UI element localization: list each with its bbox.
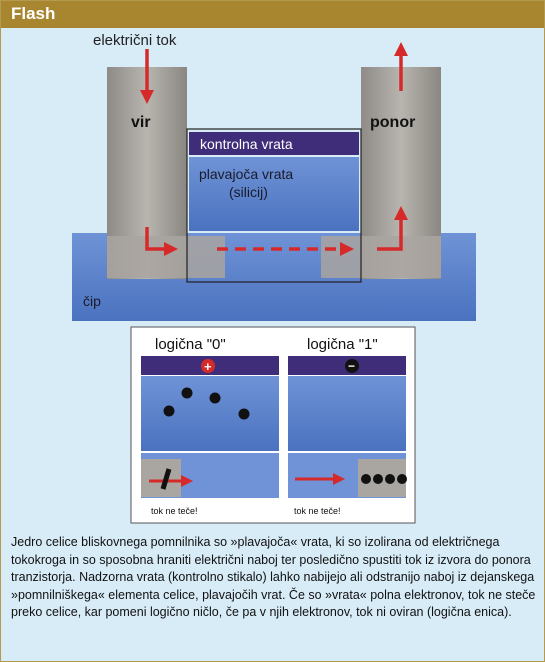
electron: [397, 474, 407, 484]
electron: [373, 474, 383, 484]
minus-sign: −: [348, 359, 356, 373]
source-well: [107, 236, 225, 278]
flow-label: električni tok: [93, 32, 177, 49]
logic-zero-status: tok ne teče!: [151, 506, 198, 516]
control-gate-label: kontrolna vrata: [200, 136, 293, 152]
electron: [210, 393, 221, 404]
chip-label: čip: [83, 293, 101, 309]
flash-diagram: [1, 1, 544, 531]
logic-one-status: tok ne teče!: [294, 506, 341, 516]
electron: [385, 474, 395, 484]
logic-zero-floating-gate: [141, 376, 279, 451]
electron: [164, 406, 175, 417]
electron: [239, 409, 250, 420]
figure-title: Flash: [11, 4, 56, 23]
drain-label: ponor: [370, 114, 416, 131]
floating-gate-label-2: (silicij): [229, 184, 268, 200]
logic-zero-source-well: [141, 459, 181, 497]
logic-one-floating-gate: [288, 376, 406, 451]
caption-text: Jedro celice bliskovnega pomnilnika so »plavajoča« vrata, ki so izolirana od električnega tokokroga in so sposobna hraniti električni naboj ter posledično spustiti tok iz izvora do ponora tranzistorja. Nadzorna vrata (kontrolno stikalo) lahko nabijejo ali odstranijo naboj iz dejanskega »pomnilniškega« elementa celice, plavajočih vrat. Če so »vrata« polna elektronov, tok ne steče preko celice, kar pomeni logično ničlo, če pa v njih elektronov, tok ni oviran (logična enica).: [11, 535, 536, 620]
drain-well: [321, 236, 441, 278]
logic-one-title: logična "1": [307, 336, 378, 353]
logic-zero-title: logična "0": [155, 336, 226, 353]
electron: [182, 388, 193, 399]
source-label: vir: [131, 114, 151, 131]
floating-gate-label-1: plavajoča vrata: [199, 166, 294, 182]
plus-sign: +: [204, 359, 212, 374]
electron: [361, 474, 371, 484]
